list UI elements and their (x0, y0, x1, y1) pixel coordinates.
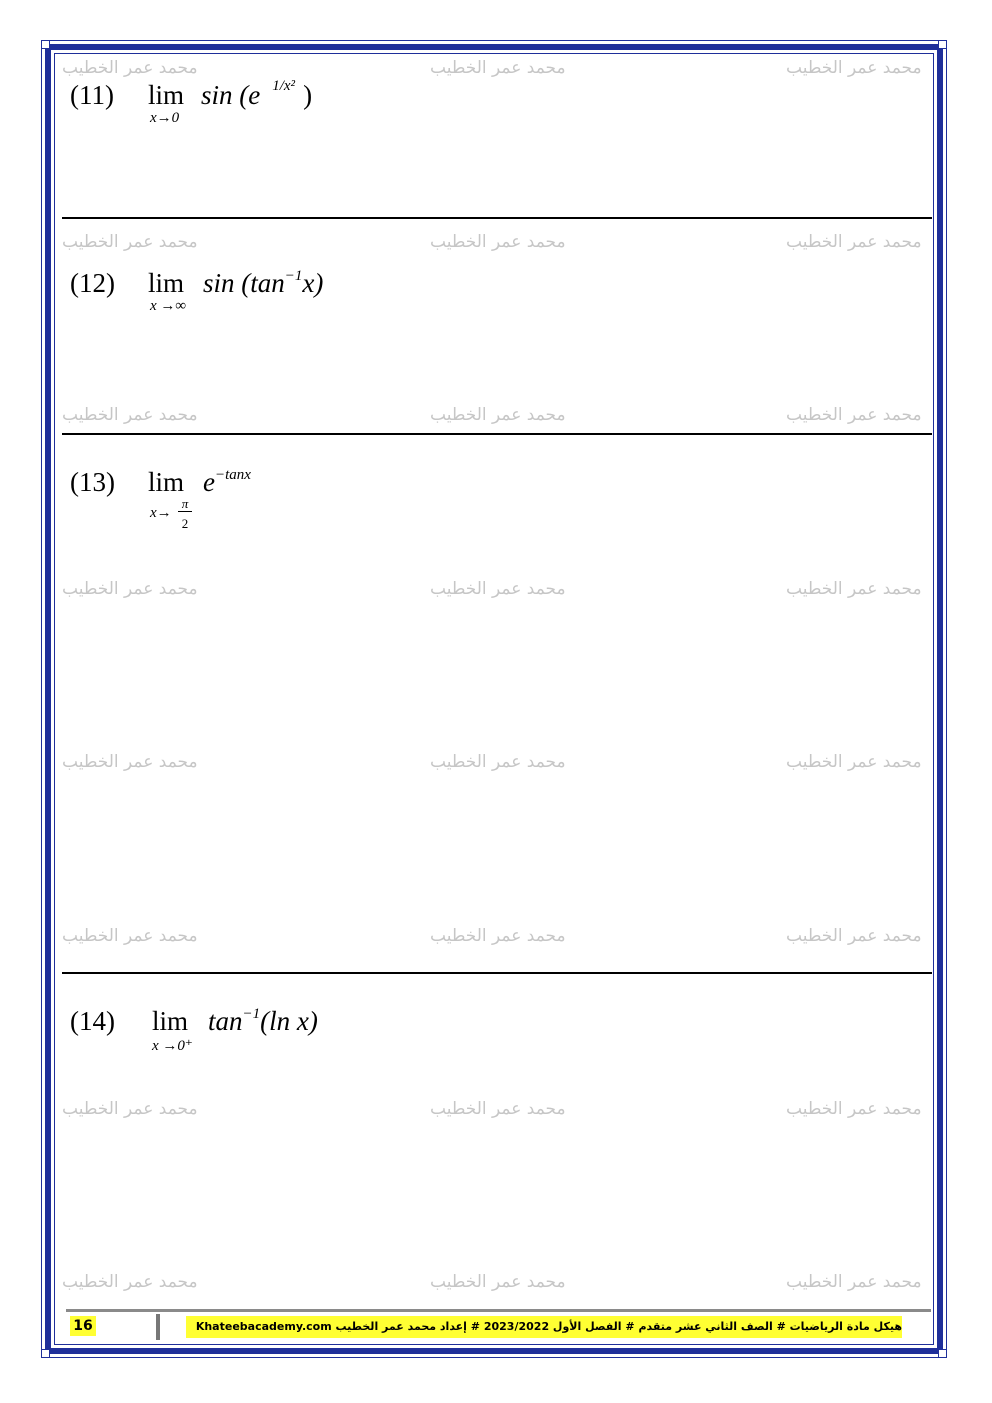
watermark: محمد عمر الخطيب (430, 1099, 566, 1119)
border-corner (938, 40, 947, 49)
watermark: محمد عمر الخطيب (786, 579, 922, 599)
watermark: محمد عمر الخطيب (62, 752, 198, 772)
watermark: محمد عمر الخطيب (430, 752, 566, 772)
expression-exponent: −1 (284, 268, 303, 284)
watermark: محمد عمر الخطيب (62, 579, 198, 599)
expression-rest: (ln x) (260, 1006, 318, 1036)
footer-separator (156, 1314, 160, 1340)
watermark: محمد عمر الخطيب (786, 58, 922, 78)
expression-function: sin (e (201, 80, 261, 110)
border-corner (938, 1349, 947, 1358)
watermark: محمد عمر الخطيب (430, 926, 566, 946)
expression-function: e (203, 467, 215, 497)
watermark: محمد عمر الخطيب (62, 58, 198, 78)
expression-exponent: −1 (242, 1006, 261, 1022)
watermark: محمد عمر الخطيب (62, 926, 198, 946)
expression-rest: x) (302, 268, 324, 298)
watermark: محمد عمر الخطيب (786, 1272, 922, 1292)
footer-rule (66, 1309, 931, 1312)
expression-function: sin (tan (203, 268, 285, 298)
limit-expression (203, 467, 251, 498)
limit-operator: lim (148, 80, 185, 110)
limit-expression (201, 80, 312, 111)
footer-text: هيكل مادة الرياضيات # الصف الثاني عشر متقدم # الفصل الأول 2023/2022 # إعداد محمد عمر الخطيب Khateebacademy.com (186, 1316, 902, 1338)
watermark: محمد عمر الخطيب (62, 1272, 198, 1292)
watermark: محمد عمر الخطيب (62, 1099, 198, 1119)
watermark: محمد عمر الخطيب (786, 405, 922, 425)
expression-exponent: −tanx (214, 467, 251, 483)
section-divider (62, 972, 932, 974)
limit-approach: x→0 (150, 110, 180, 126)
problem-number: (11) (70, 80, 114, 110)
limit-operator: lim (152, 1006, 189, 1036)
section-divider (62, 433, 932, 435)
limit-operator: lim (148, 268, 185, 298)
expression-exponent: 1/x² (272, 78, 296, 94)
watermark: محمد عمر الخطيب (430, 58, 566, 78)
border-corner (41, 40, 50, 49)
watermark: محمد عمر الخطيب (786, 1099, 922, 1119)
approach-fraction-denominator: 2 (181, 516, 189, 531)
problem-number: (14) (70, 1006, 115, 1036)
problem-number: (12) (70, 268, 115, 298)
watermark: محمد عمر الخطيب (430, 579, 566, 599)
watermark: محمد عمر الخطيب (786, 926, 922, 946)
expression-function: tan (208, 1006, 243, 1036)
watermark: محمد عمر الخطيب (430, 1272, 566, 1292)
limit-approach: x →0⁺ (152, 1038, 193, 1054)
watermark: محمد عمر الخطيب (786, 232, 922, 252)
section-divider (62, 217, 932, 219)
limit-expression (203, 268, 323, 299)
page-number: 16 (70, 1316, 96, 1336)
approach-fraction-numerator: π (178, 497, 192, 512)
limit-approach: x →∞ (150, 298, 187, 314)
watermark: محمد عمر الخطيب (430, 232, 566, 252)
watermark: محمد عمر الخطيب (430, 405, 566, 425)
border-corner (41, 1349, 50, 1358)
watermark: محمد عمر الخطيب (62, 232, 198, 252)
limit-operator: lim (148, 467, 185, 497)
watermark: محمد عمر الخطيب (62, 405, 198, 425)
expression-close: ) (303, 80, 313, 110)
limit-expression (208, 1006, 318, 1037)
watermark: محمد عمر الخطيب (786, 752, 922, 772)
limit-approach: x→ (150, 505, 172, 521)
problem-number: (13) (70, 467, 115, 497)
